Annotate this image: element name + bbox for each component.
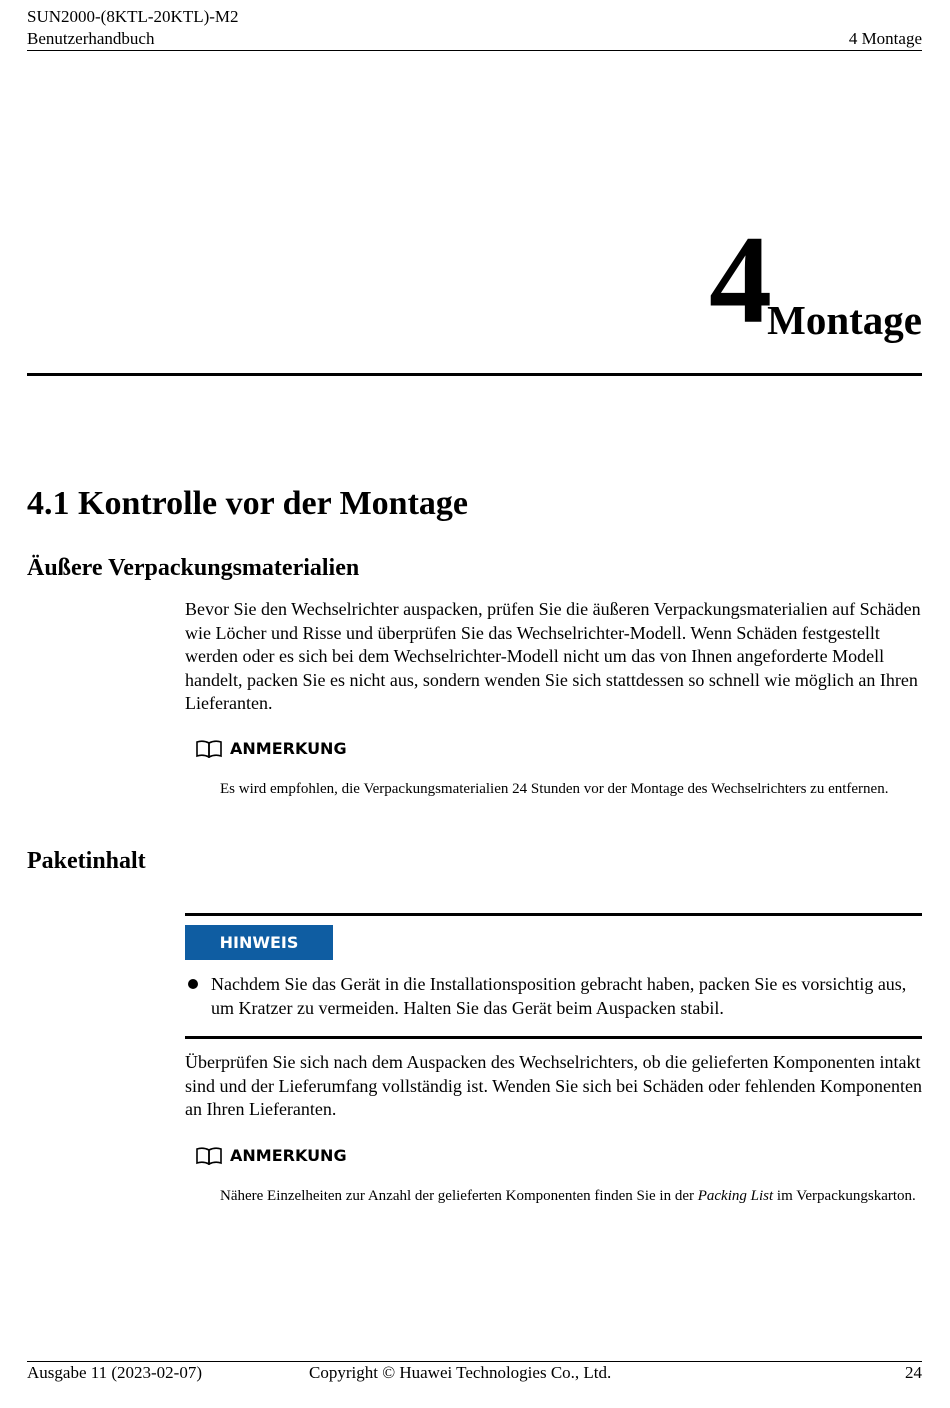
subsection-title-packaging: Äußere Verpackungsmaterialien [27,555,360,581]
note-heading [195,738,347,760]
footer-edition: Ausgabe 11 (2023-02-07) [27,1363,202,1382]
notice-badge: HINWEIS [185,925,333,960]
chapter-number: 4 [709,211,772,350]
note-heading [195,1145,347,1167]
contents-paragraph: Überprüfen Sie sich nach dem Auspacken des Wechselrichters, ob die gelieferten Komponenten intakt sind und der Lieferumfang vollständig ist. Wenden Sie sich bei Schäden oder fehlenden Komponenten an Ihren Lieferanten. [185,1052,923,1120]
note-label: ANMERKUNG [230,1146,347,1165]
packaging-paragraph: Bevor Sie den Wechselrichter auspacken, prüfen Sie die äußeren Verpackungsmaterialien auf Schäden wie Löcher und Risse und überprüfen Sie das Wechselrichter-Modell. Wenn Schäden festgestellt werden oder es sich bei dem Wechselrichter-Modell nicht um das von Ihnen angeforderte Modell handelt, packen Sie es nicht aus, sondern wenden Sie sich stattdessen so schnell wie möglich an Ihren Lieferanten. [185,599,921,714]
footer-copyright: Copyright © Huawei Technologies Co., Ltd. [309,1363,612,1382]
header-manual: Benutzerhandbuch [27,29,155,48]
open-book-icon [195,1147,223,1165]
note-text-italic: Packing List [697,1188,774,1204]
note-text-after: im Verpackungskarton. [773,1188,916,1204]
open-book-icon [195,740,223,758]
header-chapter-ref: 4 Montage [848,29,922,48]
notice-bottom-rule [185,1036,922,1039]
bullet-icon [188,979,198,989]
note-text-before: Nähere Einzelheiten zur Anzahl der gelieferten Komponenten finden Sie in der [220,1188,698,1204]
note-text [220,1186,920,1207]
note-label: ANMERKUNG [230,739,347,758]
header-product: SUN2000-(8KTL-20KTL)-M2 [27,7,239,26]
notice-top-rule [185,913,922,916]
chapter-title: Montage [767,297,922,343]
footer-page-number: 24 [905,1363,922,1382]
header-rule [27,50,922,51]
section-title: 4.1 Kontrolle vor der Montage [27,485,469,522]
notice-bullet-text: Nachdem Sie das Gerät in die Installationsposition gebracht haben, packen Sie es vorsichtig aus, um Kratzer zu vermeiden. Halten Sie das Gerät beim Auspacken stabil. [211,974,907,1018]
subsection-title-contents: Paketinhalt [27,848,146,874]
note-text: Es wird empfohlen, die Verpackungsmaterialien 24 Stunden vor der Montage des Wechselrichters zu entfernen. [220,781,889,797]
chapter-rule [27,373,922,376]
